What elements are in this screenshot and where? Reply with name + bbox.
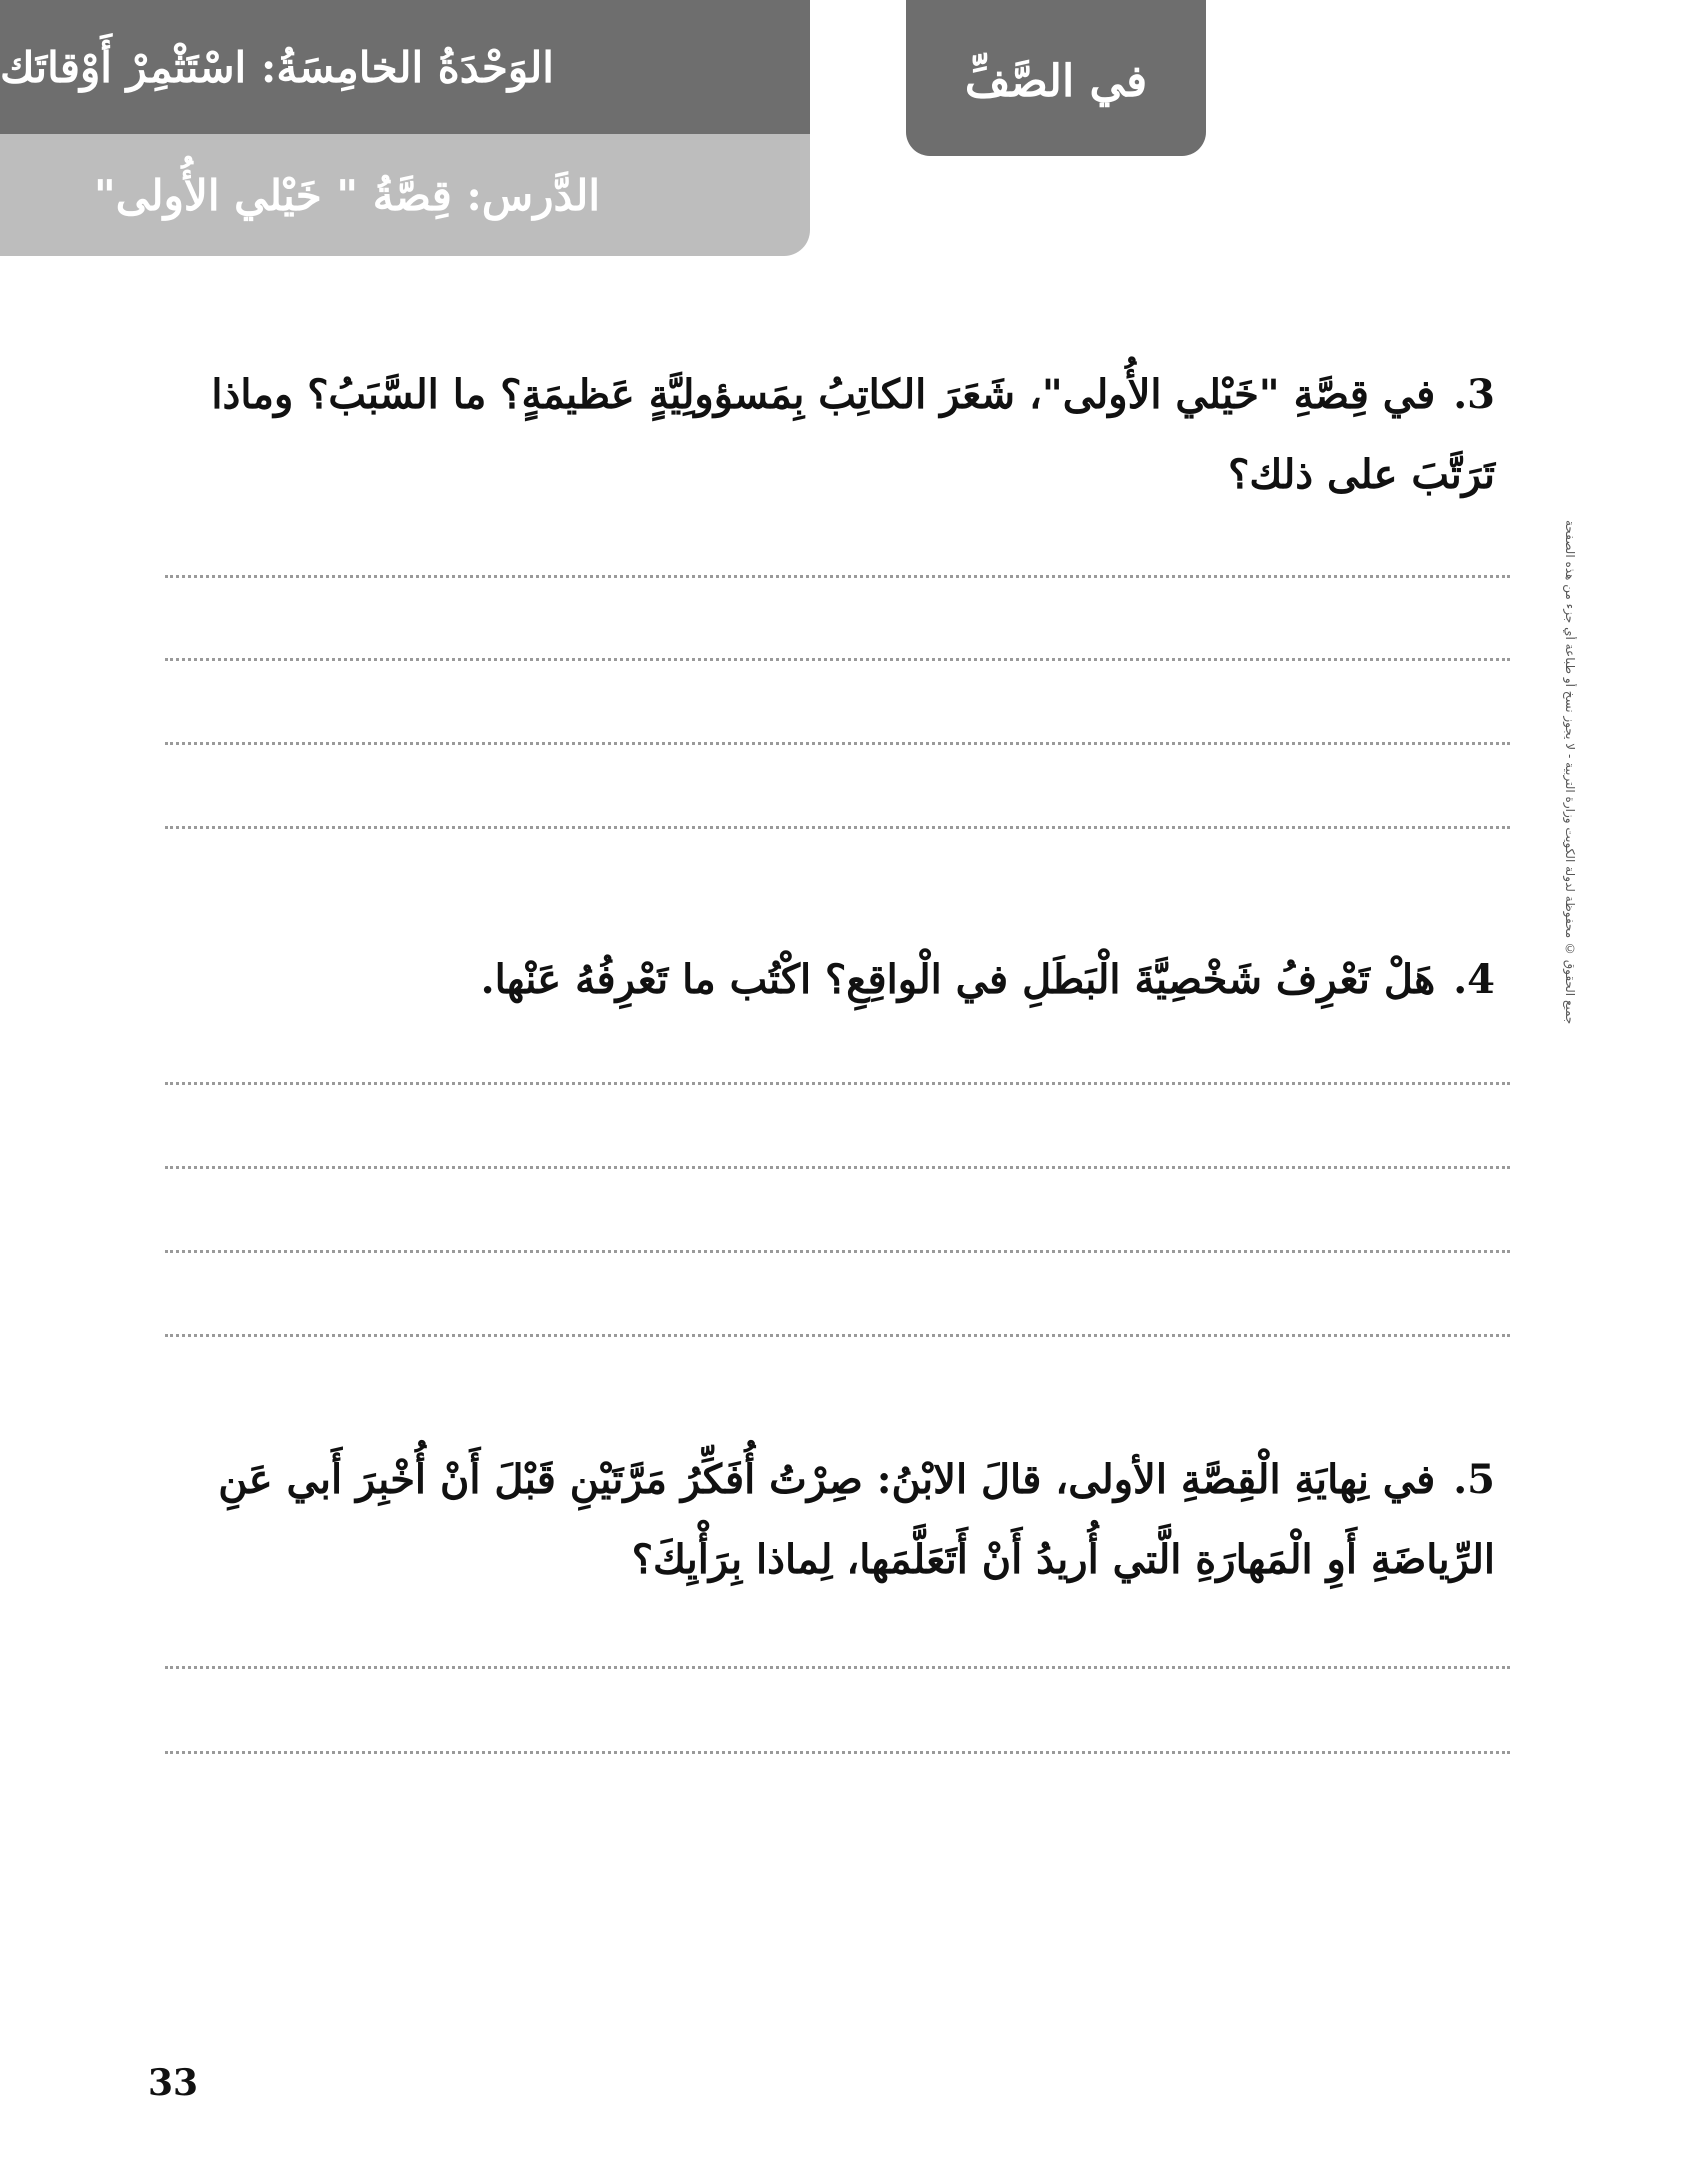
answer-line[interactable] <box>165 1250 1510 1253</box>
answer-line[interactable] <box>165 658 1510 661</box>
class-tab <box>906 0 1206 156</box>
lesson-title-bar <box>0 134 810 256</box>
answer-line[interactable] <box>165 575 1510 578</box>
page-number: 33 <box>148 2062 199 2104</box>
question-4 <box>195 940 1495 1020</box>
class-tab-label: في الصَّفِّ <box>964 55 1148 107</box>
question-number: 4. <box>1453 956 1495 1003</box>
question-text: هَلْ تَعْرِفُ شَخْصِيَّةَ الْبَطَلِ في الْواقِعِ؟ اكْتُب ما تَعْرِفُهُ عَنْها. <box>480 956 1436 1003</box>
answer-line[interactable] <box>165 1666 1510 1669</box>
question-3 <box>195 355 1495 515</box>
answer-line[interactable] <box>165 742 1510 745</box>
unit-title-bar <box>0 0 810 134</box>
answer-line[interactable] <box>165 1166 1510 1169</box>
answer-line[interactable] <box>165 1751 1510 1754</box>
question-text: في قِصَّةِ "خَيْلي الأُولى"، شَعَرَ الكاتِبُ بِمَسؤولِيَّةٍ عَظيمَةٍ؟ ما السَّبَبُ؟ وماذا تَرَتَّبَ على ذلك؟ <box>211 371 1495 498</box>
question-number: 3. <box>1453 371 1495 418</box>
question-text: في نِهايَةِ الْقِصَّةِ الأولى، قالَ الابْنُ: صِرْتُ أُفَكِّرُ مَرَّتَيْنِ قَبْلَ أَنْ أُخْبِرَ أَبي عَنِ الرِّياضَةِ أَوِ الْمَهارَةِ الَّتي أُريدُ أَنْ أَتَعَلَّمَها، لِماذا بِرَأْيِكَ؟ <box>218 1456 1495 1583</box>
unit-header-tab <box>0 0 810 256</box>
answer-line[interactable] <box>165 1334 1510 1337</box>
question-5 <box>195 1440 1495 1600</box>
answer-line[interactable] <box>165 826 1510 829</box>
lesson-title: الدَّرس: قِصَّةُ " خَيْلي الأُولى" <box>93 170 600 220</box>
question-number: 5. <box>1453 1456 1495 1503</box>
answer-line[interactable] <box>165 1082 1510 1085</box>
unit-title: الوَحْدَةُ الخامِسَةُ: اسْتَثْمِرْ أَوْقاتَك <box>0 42 554 92</box>
copyright-side-note: جميع الحقوق © محفوظة لدولة الكويت وزارة التربية - لا يجوز نسخ أو طباعة أي جزء من هذه الصفحة <box>1563 520 1577 1025</box>
